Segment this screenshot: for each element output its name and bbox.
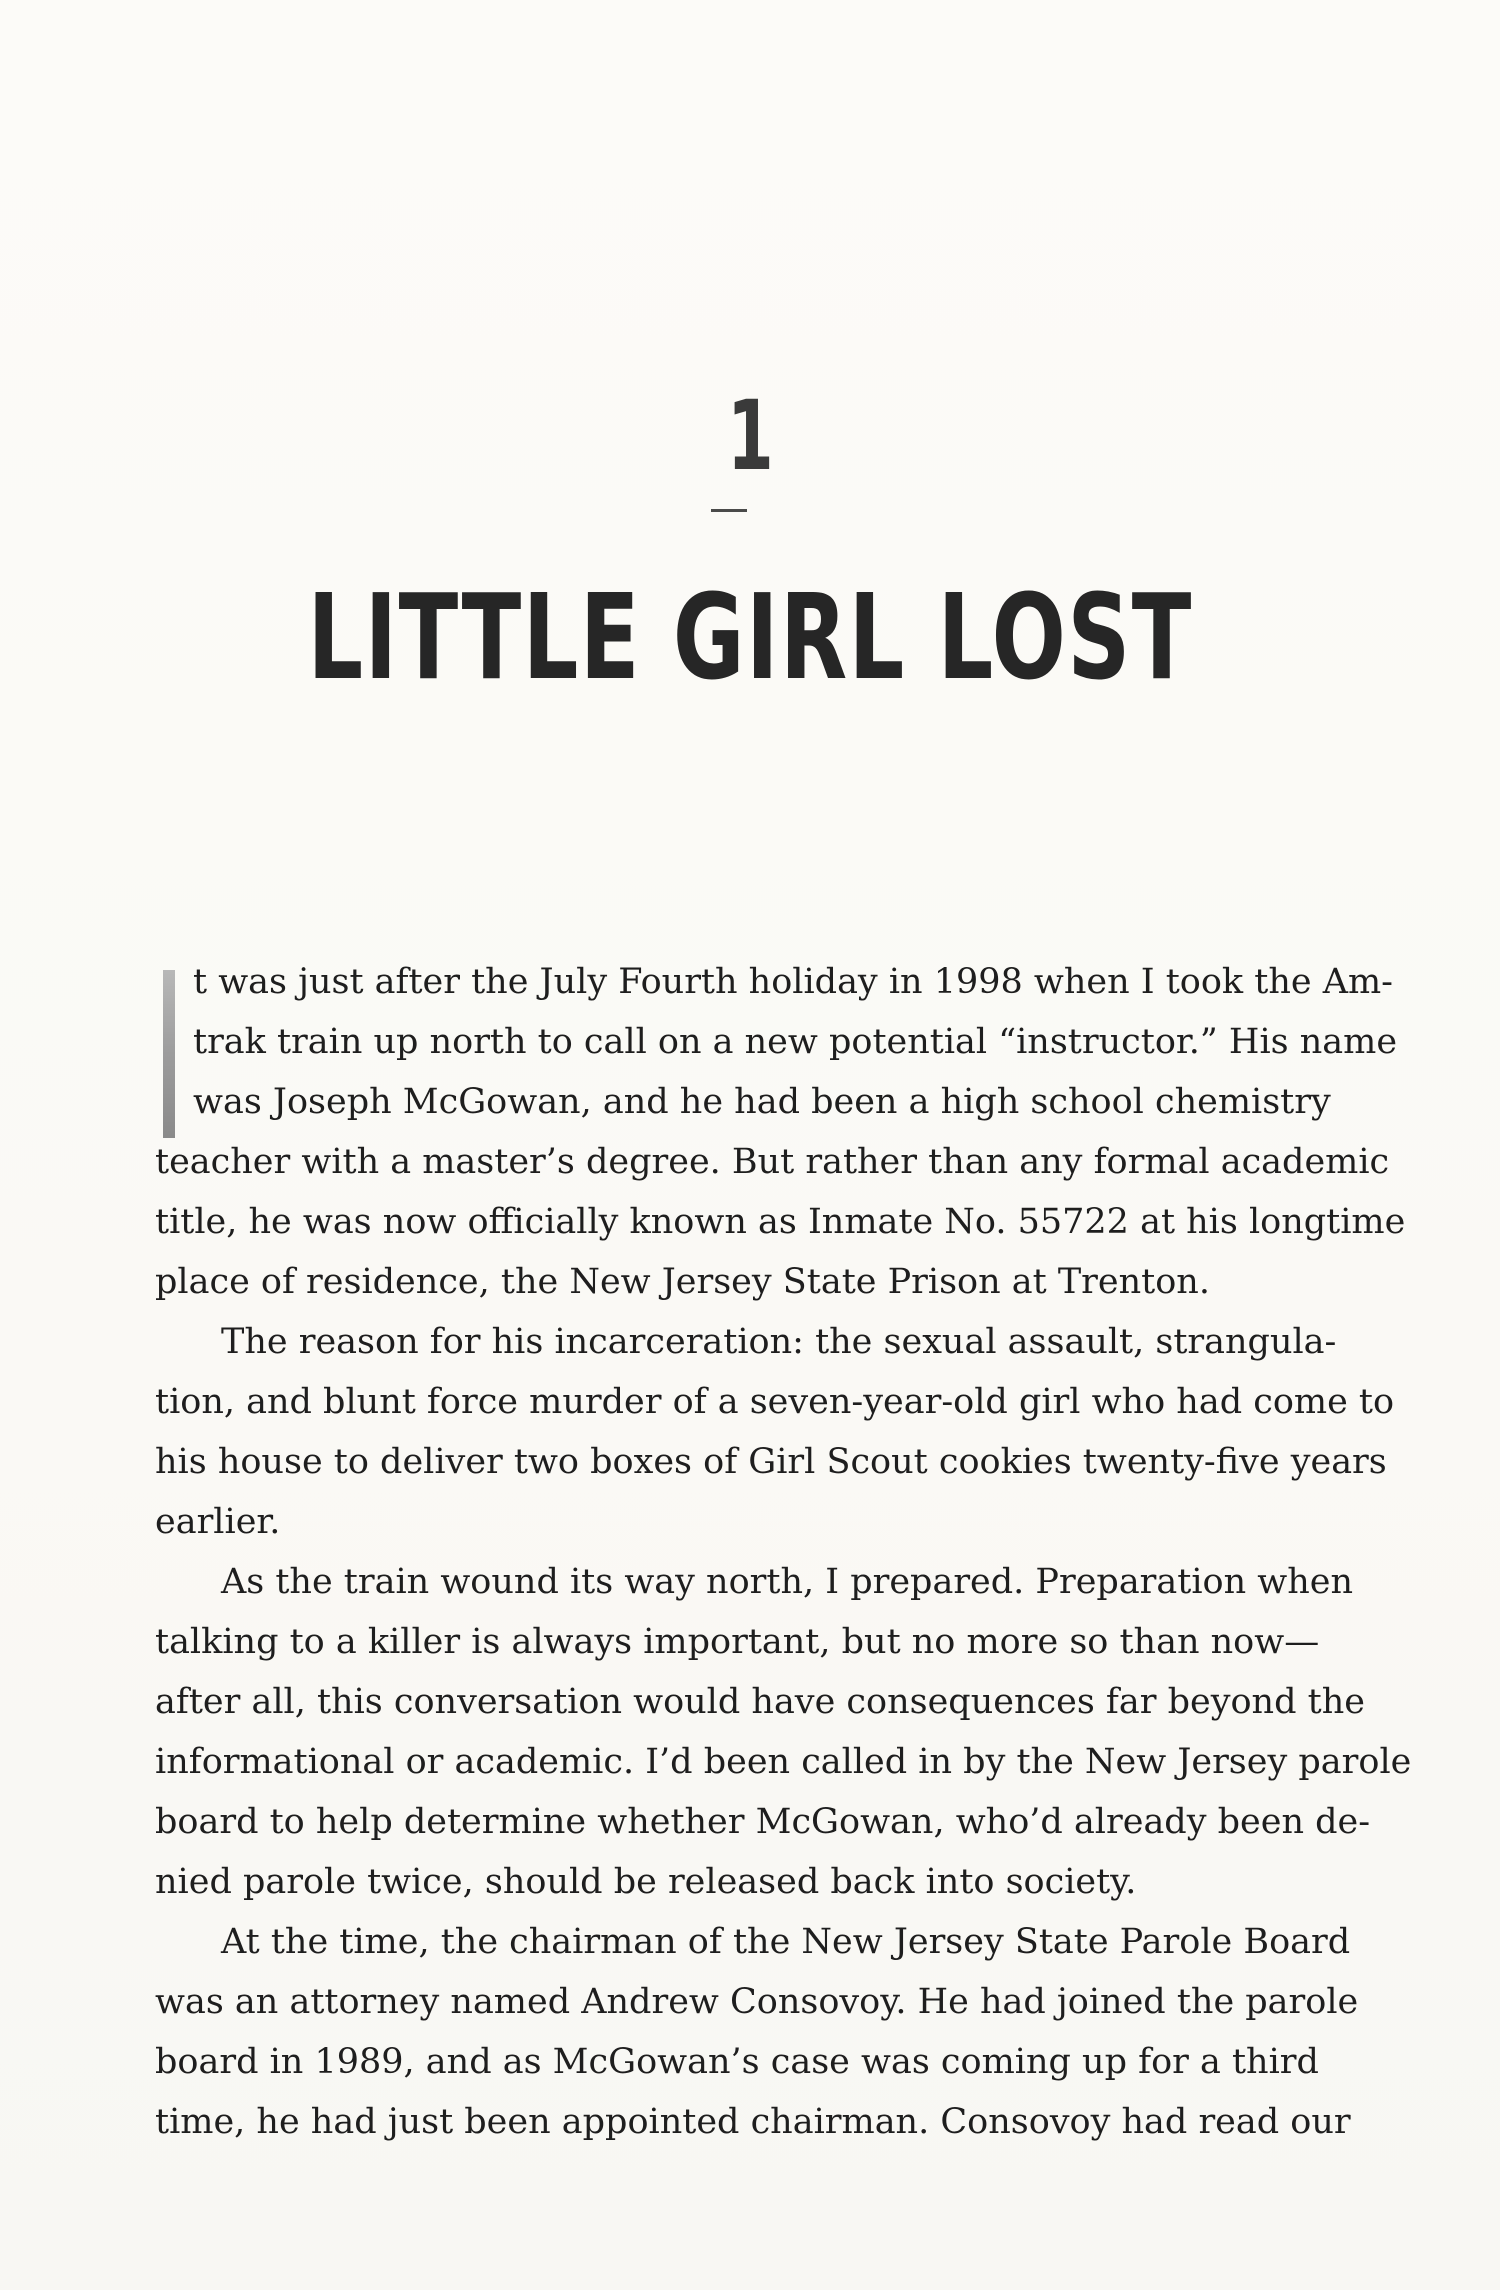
chapter-title: LITTLE GIRL LOST xyxy=(307,568,1193,706)
body-line-18: was an attorney named Andrew Consovoy. He had joined the parole xyxy=(155,1982,1359,2022)
body-line-17: At the time, the chairman of the New Jersey State Parole Board xyxy=(221,1922,1351,1962)
body-line-11: As the train wound its way north, I prepared. Preparation when xyxy=(221,1562,1354,1602)
body-line-14: informational or academic. I’d been called in by the New Jersey parole xyxy=(155,1742,1412,1782)
body-line-4: teacher with a master’s degree. But rather than any formal academic xyxy=(155,1142,1390,1182)
body-line-13: after all, this conversation would have consequences far beyond the xyxy=(155,1682,1365,1722)
chapter-number: 1 xyxy=(726,380,774,492)
body-line-5: title, he was now officially known as Inmate No. 55722 at his longtime xyxy=(155,1202,1406,1242)
chapter-title-block xyxy=(0,568,1500,706)
chapter-number-underline xyxy=(711,509,747,512)
body-line-7: The reason for his incarceration: the sexual assault, strangula- xyxy=(221,1322,1337,1362)
body-line-15: board to help determine whether McGowan, who’d already been de- xyxy=(155,1802,1371,1842)
body-text xyxy=(155,952,1412,2152)
body-line-16: nied parole twice, should be released back into society. xyxy=(155,1862,1137,1902)
body-line-20: time, he had just been appointed chairman. Consovoy had read our xyxy=(155,2102,1351,2142)
body-line-10: earlier. xyxy=(155,1502,281,1542)
chapter-number-block xyxy=(0,380,1500,492)
body-line-2: trak train up north to call on a new potential “instructor.” His name xyxy=(193,1022,1398,1062)
body-line-8: tion, and blunt force murder of a seven-year-old girl who had come to xyxy=(155,1382,1395,1422)
body-line-19: board in 1989, and as McGowan’s case was coming up for a third xyxy=(155,2042,1319,2082)
body-line-12: talking to a killer is always important, but no more so than now— xyxy=(155,1622,1320,1662)
body-line-9: his house to deliver two boxes of Girl Scout cookies twenty-five years xyxy=(155,1442,1387,1482)
body-line-3: was Joseph McGowan, and he had been a high school chemistry xyxy=(193,1082,1331,1122)
body-line-1: t was just after the July Fourth holiday in 1998 when I took the Am- xyxy=(193,962,1393,1002)
body-line-6: place of residence, the New Jersey State Prison at Trenton. xyxy=(155,1262,1210,1302)
